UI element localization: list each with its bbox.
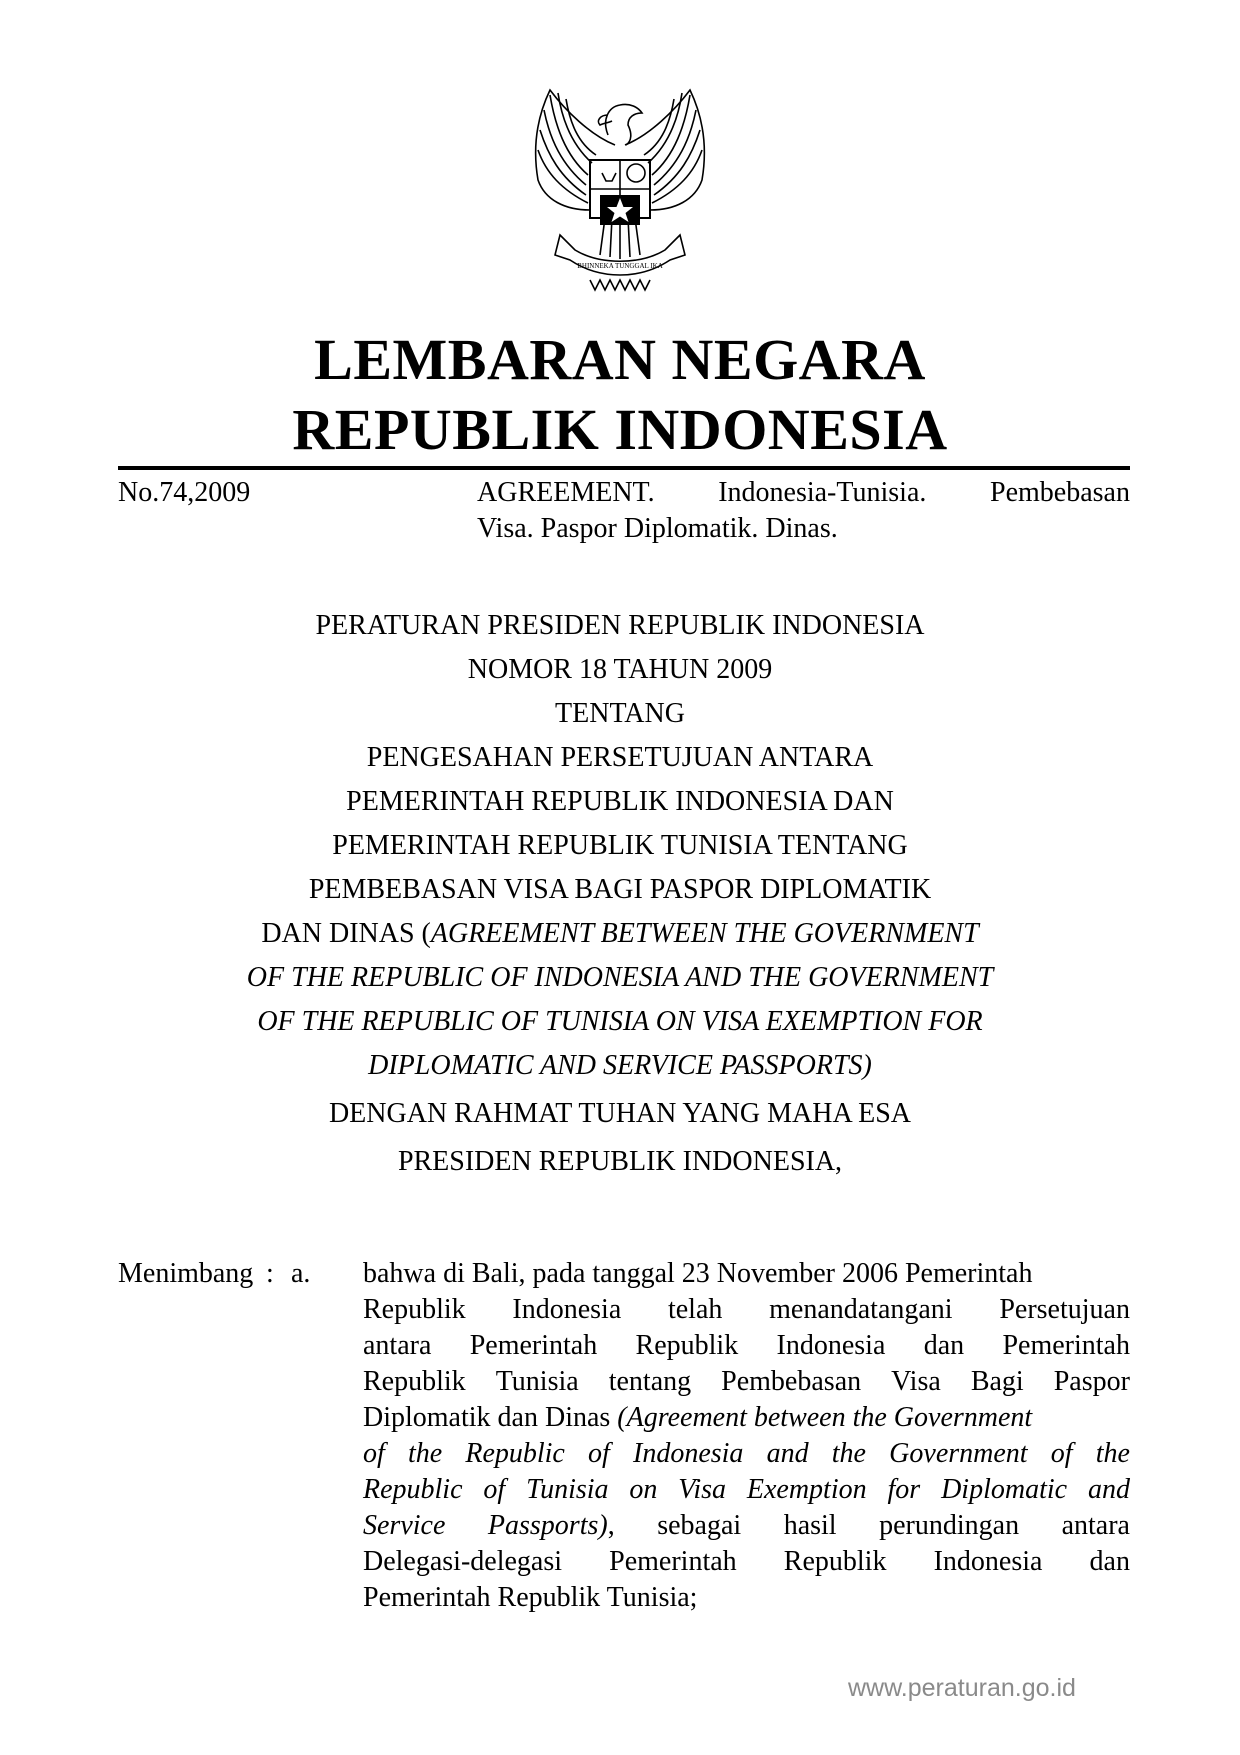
- subject-line-2: Visa. Paspor Diplomatik. Dinas.: [477, 513, 838, 544]
- title-line: PEMERINTAH REPUBLIK TUNISIA TENTANG: [332, 830, 908, 861]
- title-line: PERATURAN PRESIDEN REPUBLIK INDONESIA: [315, 610, 925, 641]
- title-line: DAN DINAS (AGREEMENT BETWEEN THE GOVERNMENT: [261, 918, 979, 949]
- regulation-title: [150, 604, 1090, 1088]
- title-line-italic: DIPLOMATIC AND SERVICE PASSPORTS): [368, 1050, 872, 1081]
- masthead-rule: [118, 466, 1130, 470]
- blessing-line-2: PRESIDEN REPUBLIK INDONESIA,: [397, 1146, 843, 1177]
- item-letter: a.: [291, 1258, 311, 1289]
- title-line: PEMBEBASAN VISA BAGI PASPOR DIPLOMATIK: [308, 874, 932, 905]
- considering-item-a: [363, 1256, 1130, 1616]
- title-line: PEMERINTAH REPUBLIK INDONESIA DAN: [346, 786, 894, 817]
- considering-colon: :: [266, 1258, 274, 1289]
- masthead-line-1: LEMBARAN NEGARA: [314, 327, 926, 392]
- para-line: antara Pemerintah Republik Indonesia dan Pemerintah: [363, 1330, 1130, 1361]
- para-line: Republik Tunisia tentang Pembebasan Visa Bagi Paspor: [363, 1366, 1130, 1397]
- subject-word: Pembebasan: [990, 477, 1130, 508]
- title-line: TENTANG: [555, 698, 685, 729]
- svg-text:BHINNEKA TUNGGAL IKA: BHINNEKA TUNGGAL IKA: [577, 262, 663, 270]
- masthead-line-2: REPUBLIK INDONESIA: [292, 397, 948, 462]
- footer-website-link[interactable]: www.peraturan.go.id: [848, 1674, 1076, 1702]
- title-line: NOMOR 18 TAHUN 2009: [467, 654, 773, 685]
- title-line-italic: OF THE REPUBLIC OF INDONESIA AND THE GOVERNMENT: [246, 962, 994, 993]
- blessing-line-1: DENGAN RAHMAT TUHAN YANG MAHA ESA: [328, 1098, 912, 1129]
- para-line: Delegasi-delegasi Pemerintah Republik Indonesia dan: [363, 1546, 1130, 1577]
- para-line: Republik Indonesia telah menandatangani Persetujuan: [363, 1294, 1130, 1325]
- para-line: Pemerintah Republik Tunisia;: [363, 1582, 698, 1613]
- considering-label: Menimbang: [118, 1258, 254, 1289]
- blessing: [150, 1090, 1090, 1186]
- garuda-emblem-icon: [520, 85, 720, 295]
- gazette-number: No.74,2009: [118, 477, 251, 508]
- subject-word: AGREEMENT.: [477, 477, 655, 508]
- para-line: bahwa di Bali, pada tanggal 23 November 2006 Pemerintah: [363, 1258, 1033, 1289]
- subject-word: Indonesia-Tunisia.: [718, 477, 927, 508]
- title-line: PENGESAHAN PERSETUJUAN ANTARA: [366, 742, 874, 773]
- para-line: of the Republic of Indonesia and the Government of the: [363, 1438, 1130, 1469]
- para-line: Service Passports), sebagai hasil perundingan antara: [363, 1510, 1130, 1541]
- title-line-italic: OF THE REPUBLIC OF TUNISIA ON VISA EXEMPTION FOR: [257, 1006, 983, 1037]
- para-line: Diplomatik dan Dinas (Agreement between the Government: [363, 1402, 1033, 1433]
- gazette-subject: [477, 475, 1130, 547]
- para-line: Republic of Tunisia on Visa Exemption for Diplomatic and: [363, 1474, 1130, 1505]
